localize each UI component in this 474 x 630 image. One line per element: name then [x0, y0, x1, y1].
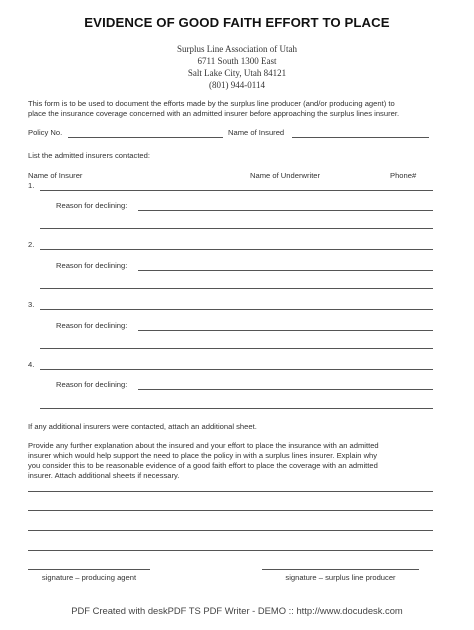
producer-signature-line[interactable]: [262, 569, 419, 570]
insurer-line[interactable]: [40, 249, 433, 250]
column-underwriter-name: Name of Underwriter: [250, 171, 321, 180]
insured-name-field[interactable]: [292, 137, 429, 138]
insurers-list-heading: List the admitted insurers contacted:: [28, 151, 150, 160]
additional-sheet-note: If any additional insurers were contacted, attach an additional sheet.: [28, 422, 257, 431]
pdf-footer: PDF Created with deskPDF TS PDF Writer - DEMO :: http://www.docudesk.com: [71, 605, 403, 616]
insurer-line[interactable]: [40, 190, 433, 191]
reason-line[interactable]: [138, 330, 433, 331]
explanation-line[interactable]: [28, 550, 433, 551]
column-phone: Phone#: [390, 171, 417, 180]
reason-line-continued[interactable]: [40, 228, 433, 229]
reason-line-continued[interactable]: [40, 348, 433, 349]
intro-line-1: This form is to be used to document the efforts made by the surplus line producer (and/or producing agent) to: [28, 99, 395, 108]
explanation-line-2: insurer which would help support the need to place the policy in with a surplus lines insurer. Explain why: [28, 451, 378, 460]
explanation-line[interactable]: [28, 491, 433, 492]
column-insurer-name: Name of Insurer: [28, 171, 83, 180]
insured-name-label: Name of Insured: [228, 128, 285, 137]
reason-line[interactable]: [138, 210, 433, 211]
association-street: 6711 South 1300 East: [197, 56, 277, 66]
entry-number: 2.: [28, 240, 35, 249]
reason-label: Reason for declining:: [56, 261, 128, 270]
agent-signature-line[interactable]: [28, 569, 150, 570]
reason-line[interactable]: [138, 389, 433, 390]
reason-label: Reason for declining:: [56, 380, 128, 389]
association-phone: (801) 944-0114: [209, 80, 265, 90]
intro-line-2: place the insurance coverage concerned with an admitted insurer before approaching the surplus lines insurer.: [28, 109, 400, 118]
reason-label: Reason for declining:: [56, 321, 128, 330]
reason-line-continued[interactable]: [40, 408, 433, 409]
producer-signature-label: signature – surplus line producer: [285, 573, 396, 582]
reason-line[interactable]: [138, 270, 433, 271]
association-city: Salt Lake City, Utah 84121: [187, 68, 287, 78]
explanation-line[interactable]: [28, 510, 433, 511]
form-title: EVIDENCE OF GOOD FAITH EFFORT TO PLACE: [84, 15, 390, 30]
entry-number: 1.: [28, 181, 35, 190]
policy-number-label: Policy No.: [28, 128, 63, 137]
entry-number: 4.: [28, 360, 35, 369]
insurer-line[interactable]: [40, 369, 433, 370]
entry-number: 3.: [28, 300, 35, 309]
explanation-line-1: Provide any further explanation about the insured and your effort to place the insurance with an admitted: [28, 441, 379, 450]
explanation-line[interactable]: [28, 530, 433, 531]
policy-number-field[interactable]: [68, 137, 223, 138]
explanation-line-3: you consider this to be reasonable evidence of a good faith effort to place the coverage with an admitted: [28, 461, 378, 470]
association-name: Surplus Line Association of Utah: [177, 44, 297, 54]
reason-label: Reason for declining:: [56, 201, 128, 210]
reason-line-continued[interactable]: [40, 288, 433, 289]
agent-signature-label: signature – producing agent: [41, 573, 137, 582]
insurer-line[interactable]: [40, 309, 433, 310]
explanation-line-4: insurer. Attach additional sheets if necessary.: [28, 471, 180, 480]
